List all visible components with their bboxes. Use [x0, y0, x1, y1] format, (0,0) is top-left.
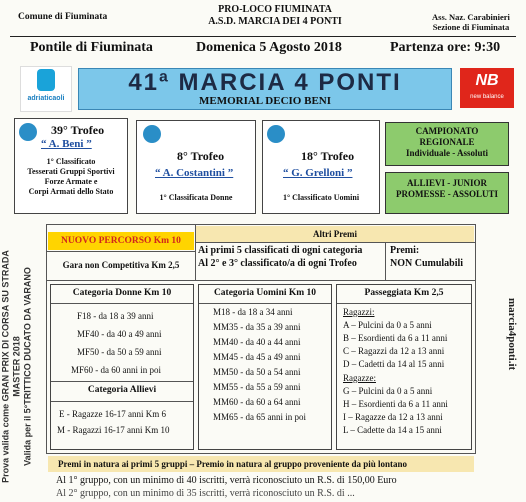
nb-mark: NB	[475, 72, 499, 89]
runner-icon	[267, 125, 285, 143]
trophy-title: 18° Trofeo	[301, 149, 355, 163]
walk-item: A – Pulcini da 0 a 5 anni	[343, 320, 432, 330]
walk-header: Passeggiata Km 2,5	[364, 288, 444, 298]
runner-icon	[143, 125, 161, 143]
event-banner	[78, 68, 452, 110]
trophy-title: 39° Trofeo	[51, 123, 105, 137]
sponsor-logo-adriatica	[20, 66, 72, 112]
column-divider	[337, 303, 471, 304]
municipality-label: Comune di Fiuminata	[18, 12, 108, 22]
allievi-line: ALLIEVI - JUNIOR	[406, 178, 487, 188]
category-item: MM45 - da 45 a 49 anni	[213, 352, 301, 362]
column-divider	[51, 381, 193, 382]
trophy-card-costantini	[136, 120, 256, 214]
prizes-note-line: NON Cumulabili	[390, 258, 464, 269]
side-caption-line: Prova valida come GRAN PRIX DI CORSA SU STRADA MASTER 2018	[0, 250, 22, 483]
prizes-note	[386, 244, 478, 278]
table-divider	[195, 242, 476, 243]
trophy-desc-line: Tesserati Gruppi Sportivi	[27, 167, 115, 176]
walk-item: B – Esordienti da 6 a 11 anni	[343, 333, 448, 343]
campionato-line: CAMPIONATO	[415, 126, 479, 136]
event-subtitle: MEMORIAL DECIO BENI	[198, 95, 332, 107]
campionato-box	[385, 122, 509, 166]
group-prize-line: Al 2° gruppo, con un minimo di 35 iscritti, verrà riconosciuto un R.S. di ...	[56, 488, 355, 499]
table-divider	[46, 251, 195, 252]
header-divider	[10, 36, 516, 37]
association-line-2: Sezione di Fiuminata	[432, 22, 510, 32]
table-divider	[195, 224, 196, 280]
column-divider	[51, 401, 193, 402]
category-item: E - Ragazze 16-17 anni Km 6	[59, 409, 166, 419]
category-item: MM40 - da 40 a 44 anni	[213, 337, 301, 347]
prizes-text	[196, 244, 386, 278]
website-label: marcia4ponti.it	[506, 298, 518, 371]
walk-item: G – Pulcini da 0 a 5 anni	[343, 386, 433, 396]
runner-icon	[19, 123, 37, 141]
organizer-block	[180, 4, 370, 28]
table-divider	[46, 280, 476, 281]
men-column	[198, 284, 332, 450]
walk-item: I – Ragazze da 12 a 13 anni	[343, 412, 443, 422]
prizes-note-line: Premi:	[390, 245, 420, 256]
walk-item: C – Ragazzi da 12 a 13 anni	[343, 346, 445, 356]
sponsor-logo-text: adriaticaoli	[27, 95, 65, 102]
trophy-desc-line: 1° Classificato	[46, 157, 96, 166]
trophy-desc-line: 1° Classificata Donne	[159, 193, 233, 202]
trophy-desc-line: 1° Classificato Uomini	[282, 193, 360, 202]
trophy-desc-line: Forze Armate e	[44, 177, 98, 186]
column-divider	[199, 303, 331, 304]
non-competitive-label: Gara non Competitiva Km 2,5	[62, 260, 180, 270]
sponsor-logo-newbalance	[460, 68, 514, 108]
trophy-name: “ G. Grelloni ”	[283, 167, 353, 179]
altri-premi-header: Altri Premi	[196, 226, 474, 242]
category-item: F18 - da 18 a 39 anni	[77, 311, 154, 321]
category-item: M - Ragazzi 16-17 anni Km 10	[57, 425, 170, 435]
side-caption	[1, 232, 34, 502]
boys-label: Ragazzi:	[343, 307, 375, 317]
category-item: MF50 - da 50 a 59 anni	[77, 347, 162, 357]
column-divider	[51, 303, 193, 304]
trophy-name: “ A. Beni ”	[41, 138, 92, 150]
category-item: MM60 - da 60 a 64 anni	[213, 397, 301, 407]
men-header: Categoria Uomini Km 10	[213, 288, 317, 298]
new-route-label: NUOVO PERCORSO Km 10	[48, 232, 194, 250]
category-item: MF40 - da 40 a 49 anni	[77, 329, 162, 339]
organizer-line-1: PRO-LOCO FIUMINATA	[218, 4, 332, 15]
walk-column	[336, 284, 472, 450]
prizes-line: Ai primi 5 classificati di ogni categoria	[198, 245, 363, 256]
allievi-box	[385, 172, 509, 214]
category-item: MM35 - da 35 a 39 anni	[213, 322, 301, 332]
trophy-card-grelloni	[262, 120, 380, 214]
campionato-line: Individuale - Assoluti	[405, 148, 489, 158]
allievi-line: PROMESSE - ASSOLUTI	[395, 189, 499, 199]
girls-label: Ragazze:	[343, 373, 376, 383]
event-place: Pontile di Fiuminata	[30, 40, 153, 55]
category-item: MM65 - da 65 anni in poi	[213, 412, 306, 422]
allievi-header: Categoria Allievi	[87, 385, 157, 395]
side-caption-line: Valida per il 5°TRITTICO DUCATO DA VARANO	[22, 267, 33, 466]
category-item: M18 - da 18 a 34 anni	[213, 307, 293, 317]
trophy-description	[15, 157, 127, 197]
category-item: MM50 - da 50 a 54 anni	[213, 367, 301, 377]
women-header: Categoria Donne Km 10	[72, 288, 172, 298]
women-column	[50, 284, 194, 450]
category-item: MF60 - da 60 anni in poi	[71, 365, 161, 375]
trophy-card-beni	[14, 118, 128, 214]
campionato-line: REGIONALE	[419, 137, 475, 147]
association-block	[432, 12, 510, 32]
walk-item: L – Cadette da 14 a 15 anni	[343, 425, 442, 435]
table-divider	[385, 242, 386, 280]
walk-item: D – Cadetti da 14 al 15 anni	[343, 359, 445, 369]
nb-text: new balance	[470, 94, 504, 100]
drop-icon	[37, 69, 55, 91]
trophy-name: “ A. Costantini ”	[155, 167, 234, 179]
group-prize-line: Al 1° gruppo, con un minimo di 40 iscritti, verrà riconosciuto un R.S. di 150,00 Euro	[56, 475, 397, 486]
category-item: MM55 - da 55 a 59 anni	[213, 382, 301, 392]
trophy-title: 8° Trofeo	[177, 149, 225, 163]
prizes-line: Al 2° e 3° classificato/a di ogni Trofeo	[198, 258, 357, 269]
organizer-line-2: A.S.D. MARCIA DEI 4 PONTI	[208, 16, 342, 27]
walk-item: H – Esordienti da 6 a 11 anni	[343, 399, 448, 409]
event-date: Domenica 5 Agosto 2018	[196, 40, 342, 55]
group-prizes-band: Premi in natura ai primi 5 gruppi – Premio in natura al gruppo proveniente da più lontano	[48, 456, 474, 472]
association-line-1: Ass. Naz. Carabinieri	[432, 12, 510, 22]
trophy-desc-line: Corpi Armati dello Stato	[28, 187, 114, 196]
start-time: Partenza ore: 9:30	[390, 40, 501, 55]
event-title: 41ª MARCIA 4 PONTI	[128, 69, 402, 96]
